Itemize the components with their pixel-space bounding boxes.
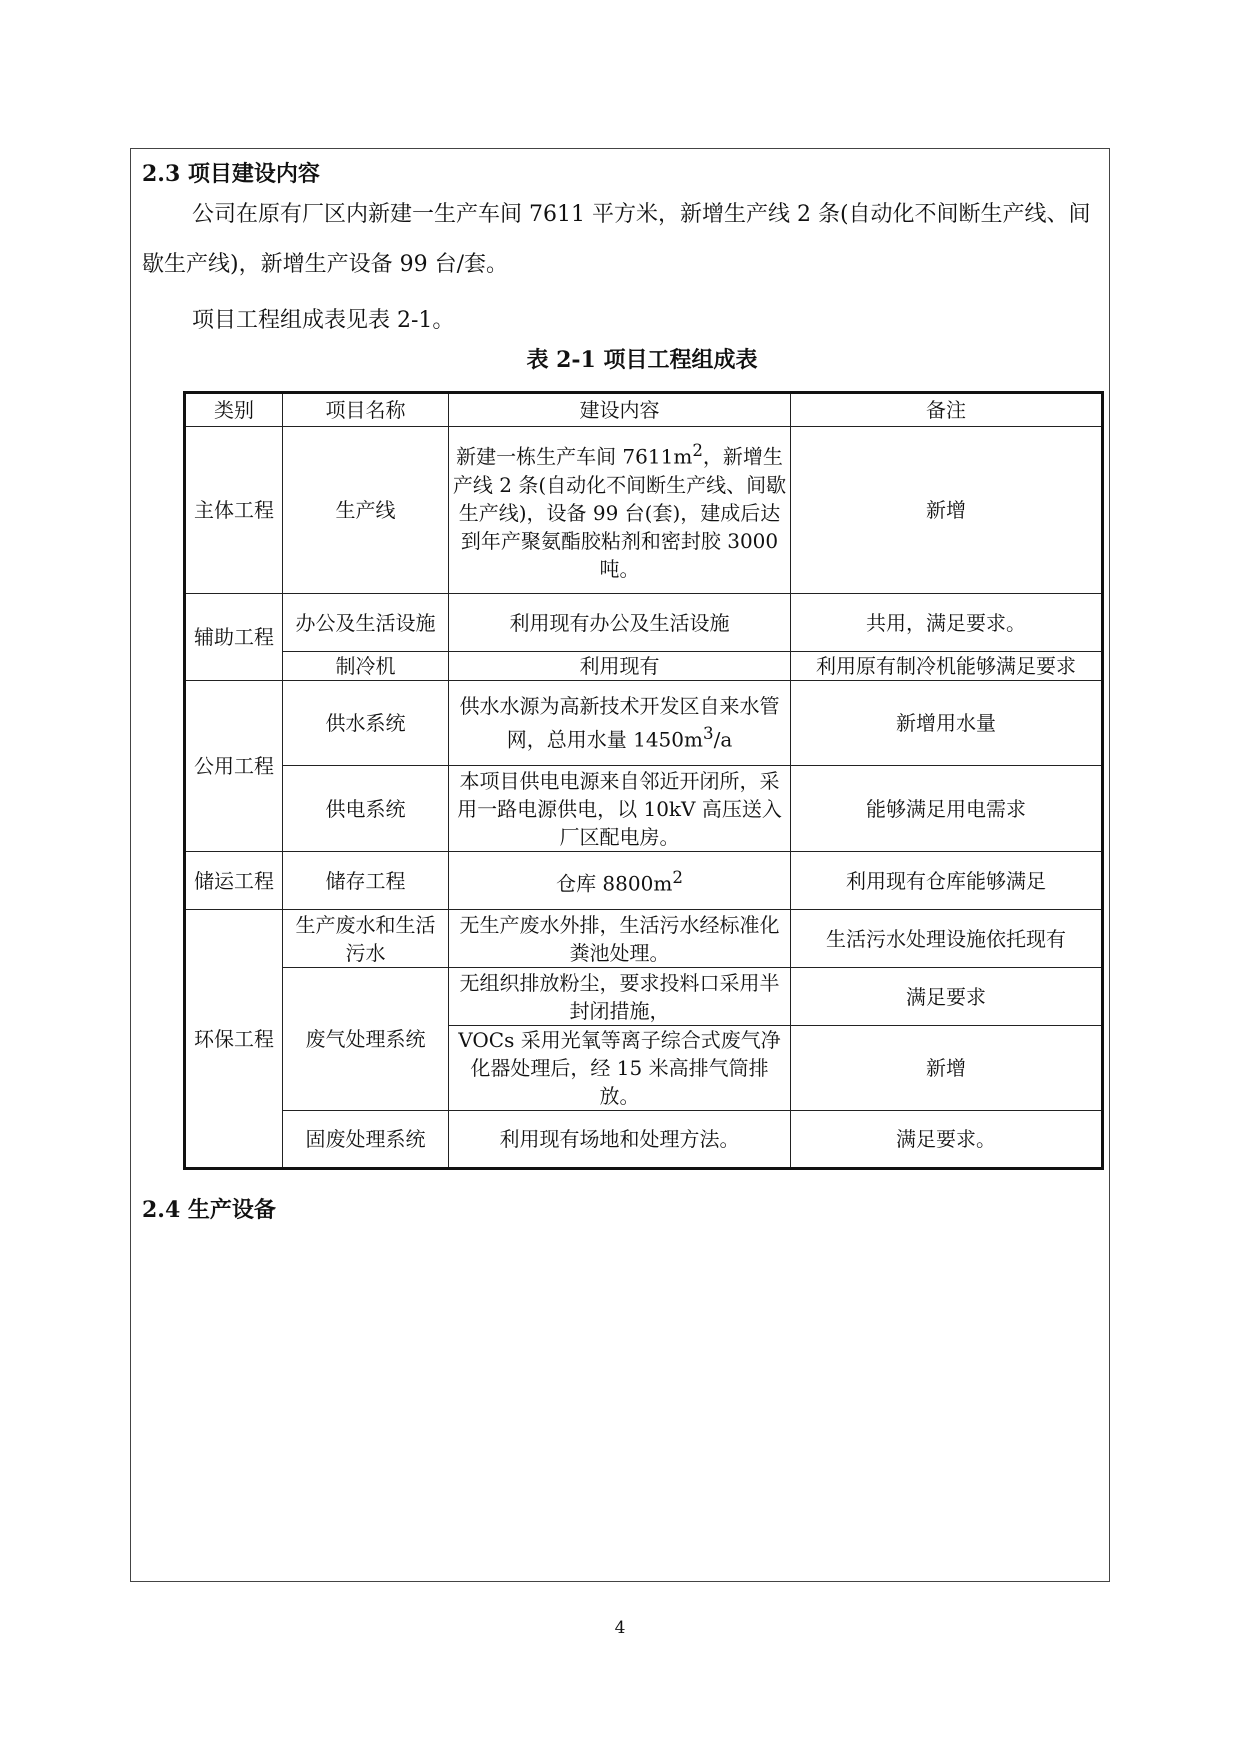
project-name-cell: 储存工程 <box>283 852 449 910</box>
content-cell: VOCs 采用光氧等离子综合式废气净化器处理后，经 15 米高排气筒排放。 <box>449 1026 791 1111</box>
content-cell: 利用现有办公及生活设施 <box>449 594 791 652</box>
header-category: 类别 <box>185 393 283 427</box>
table-row <box>185 910 1103 968</box>
table-row <box>185 1111 1103 1169</box>
project-name-cell: 生产线 <box>283 427 449 594</box>
content-cell: 利用现有场地和处理方法。 <box>449 1111 791 1169</box>
remark-cell: 满足要求。 <box>791 1111 1103 1169</box>
section-2-4-heading: 2.4 生产设备 <box>142 1197 276 1223</box>
table-reference-paragraph: 项目工程组成表见表 2-1。 <box>192 308 455 333</box>
project-name-cell: 供水系统 <box>283 681 449 766</box>
header-construction-content: 建设内容 <box>449 393 791 427</box>
table-row <box>185 766 1103 852</box>
content-text: 仓库 8800m <box>556 871 673 896</box>
page-number: 4 <box>614 1618 626 1638</box>
content-cell: 无组织排放粉尘，要求投料口采用半封闭措施， <box>449 968 791 1026</box>
remark-cell: 新增 <box>791 427 1103 594</box>
content-cell: 利用现有 <box>449 652 791 681</box>
content-cell <box>449 427 791 594</box>
superscript: 3 <box>702 724 714 744</box>
project-name-cell: 固废处理系统 <box>283 1111 449 1169</box>
content-cell <box>449 852 791 910</box>
header-remark: 备注 <box>791 393 1103 427</box>
table-row <box>185 594 1103 652</box>
remark-cell: 利用现有仓库能够满足 <box>791 852 1103 910</box>
project-name-cell: 废气处理系统 <box>283 968 449 1111</box>
section-2-3-heading: 2.3 项目建设内容 <box>142 161 320 187</box>
remark-cell: 生活污水处理设施依托现有 <box>791 910 1103 968</box>
category-cell: 储运工程 <box>185 852 283 910</box>
project-name-cell: 供电系统 <box>283 766 449 852</box>
content-cell: 本项目供电电源来自邻近开闭所，采用一路电源供电，以 10kV 高压送入厂区配电房。 <box>449 766 791 852</box>
category-cell: 环保工程 <box>185 910 283 1169</box>
content-text: 供水水源为高新技术开发区自来水管网，总用水量 1450m <box>459 694 780 752</box>
project-composition-table <box>183 391 1104 1170</box>
header-project-name: 项目名称 <box>283 393 449 427</box>
content-text: /a <box>713 727 733 752</box>
content-text: 新建一栋生产车间 7611m <box>456 444 693 469</box>
project-name-cell: 办公及生活设施 <box>283 594 449 652</box>
remark-cell: 新增 <box>791 1026 1103 1111</box>
remark-cell: 利用原有制冷机能够满足要求 <box>791 652 1103 681</box>
table-caption: 表 2-1 项目工程组成表 <box>526 347 758 373</box>
content-text: ，新增生产线 2 条(自动化不间断生产线、间歇生产线)，设备 99 台(套)，建成后达到年产聚氨酯胶粘剂和密封胶 3000 吨。 <box>452 444 787 581</box>
remark-cell: 新增用水量 <box>791 681 1103 766</box>
table-row <box>185 652 1103 681</box>
content-cell: 无生产废水外排，生活污水经标准化粪池处理。 <box>449 910 791 968</box>
project-name-cell: 生产废水和生活污水 <box>283 910 449 968</box>
table-row <box>185 852 1103 910</box>
category-cell: 公用工程 <box>185 681 283 852</box>
table-row <box>185 681 1103 766</box>
remark-cell: 能够满足用电需求 <box>791 766 1103 852</box>
table-row <box>185 968 1103 1026</box>
category-cell: 辅助工程 <box>185 594 283 681</box>
content-cell <box>449 681 791 766</box>
table-header-row <box>185 393 1103 427</box>
section-2-3-paragraph: 公司在原有厂区内新建一生产车间 7611 平方米，新增生产线 2 条(自动化不间断生产线、间歇生产线)，新增生产设备 99 台/套。 <box>142 202 1091 277</box>
remark-cell: 满足要求 <box>791 968 1103 1026</box>
project-name-cell: 制冷机 <box>283 652 449 681</box>
remark-cell: 共用，满足要求。 <box>791 594 1103 652</box>
category-cell: 主体工程 <box>185 427 283 594</box>
superscript: 2 <box>692 441 703 461</box>
table-row <box>185 427 1103 594</box>
superscript: 2 <box>672 867 683 887</box>
